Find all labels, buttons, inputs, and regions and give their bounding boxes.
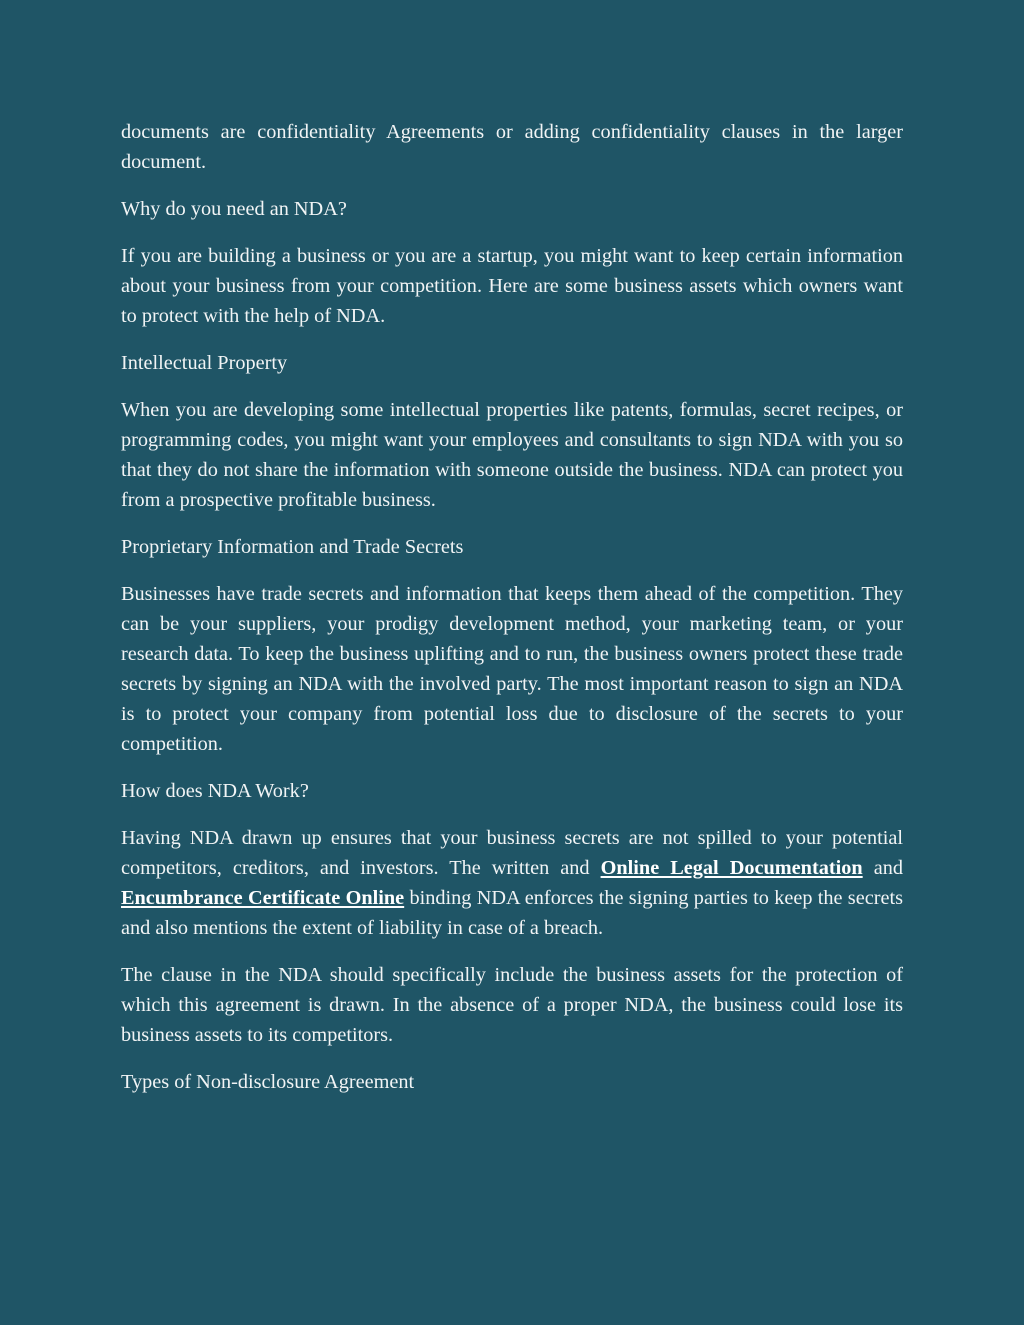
heading-why-nda: Why do you need an NDA?: [121, 198, 347, 220]
heading-proprietary-information: Proprietary Information and Trade Secrets: [121, 536, 464, 558]
heading-types-of-nda: Types of Non-disclosure Agreement: [121, 1071, 415, 1093]
paragraph-text-after-link: binding NDA enforces the signing parties to keep the secrets and also mentions the extent of liability in case of a breach.: [121, 887, 903, 939]
paragraph-building-business: If you are building a business or you are a startup, you might want to keep certain information about your business from your competition. Here are some business assets which owners want to protect with the help of NDA.: [121, 245, 903, 327]
heading-how-nda-works: How does NDA Work?: [121, 780, 309, 802]
paragraph-intellectual-properties: When you are developing some intellectual properties like patents, formulas, secret recipes, or programming codes, you might want your employees and consultants to sign NDA with you so that they do not share the information with someone outside the business. NDA can protect you from a prospective profitable business.: [121, 399, 903, 511]
online-legal-documentation-link[interactable]: Online Legal Documentation: [600, 857, 863, 879]
paragraph-nda-drawn-up: [121, 823, 903, 943]
paragraph-text-before-link: Having NDA drawn up ensures that your business secrets are not spilled to your potential competitors, creditors, and investors. The written and: [121, 827, 903, 879]
paragraph-clause-in-nda: The clause in the NDA should specifically include the business assets for the protection of which this agreement is drawn. In the absence of a proper NDA, the business could lose its business assets to its competitors.: [121, 964, 903, 1046]
heading-intellectual-property: Intellectual Property: [121, 352, 288, 374]
paragraph-trade-secrets: Businesses have trade secrets and information that keeps them ahead of the competition. They can be your suppliers, your prodigy development method, your marketing team, or your research data. To keep the business uplifting and to run, the business owners protect these trade secrets by signing an NDA with the involved party. The most important reason to sign an NDA is to protect your company from potential loss due to disclosure of the secrets to your competition.: [121, 583, 903, 755]
paragraph-text-between-links: and: [862, 857, 903, 879]
document-page: [121, 117, 903, 1114]
encumbrance-certificate-online-link[interactable]: Encumbrance Certificate Online: [121, 887, 405, 909]
paragraph-confidentiality-agreements: documents are confidentiality Agreements or adding confidentiality clauses in the larger document.: [121, 121, 903, 173]
